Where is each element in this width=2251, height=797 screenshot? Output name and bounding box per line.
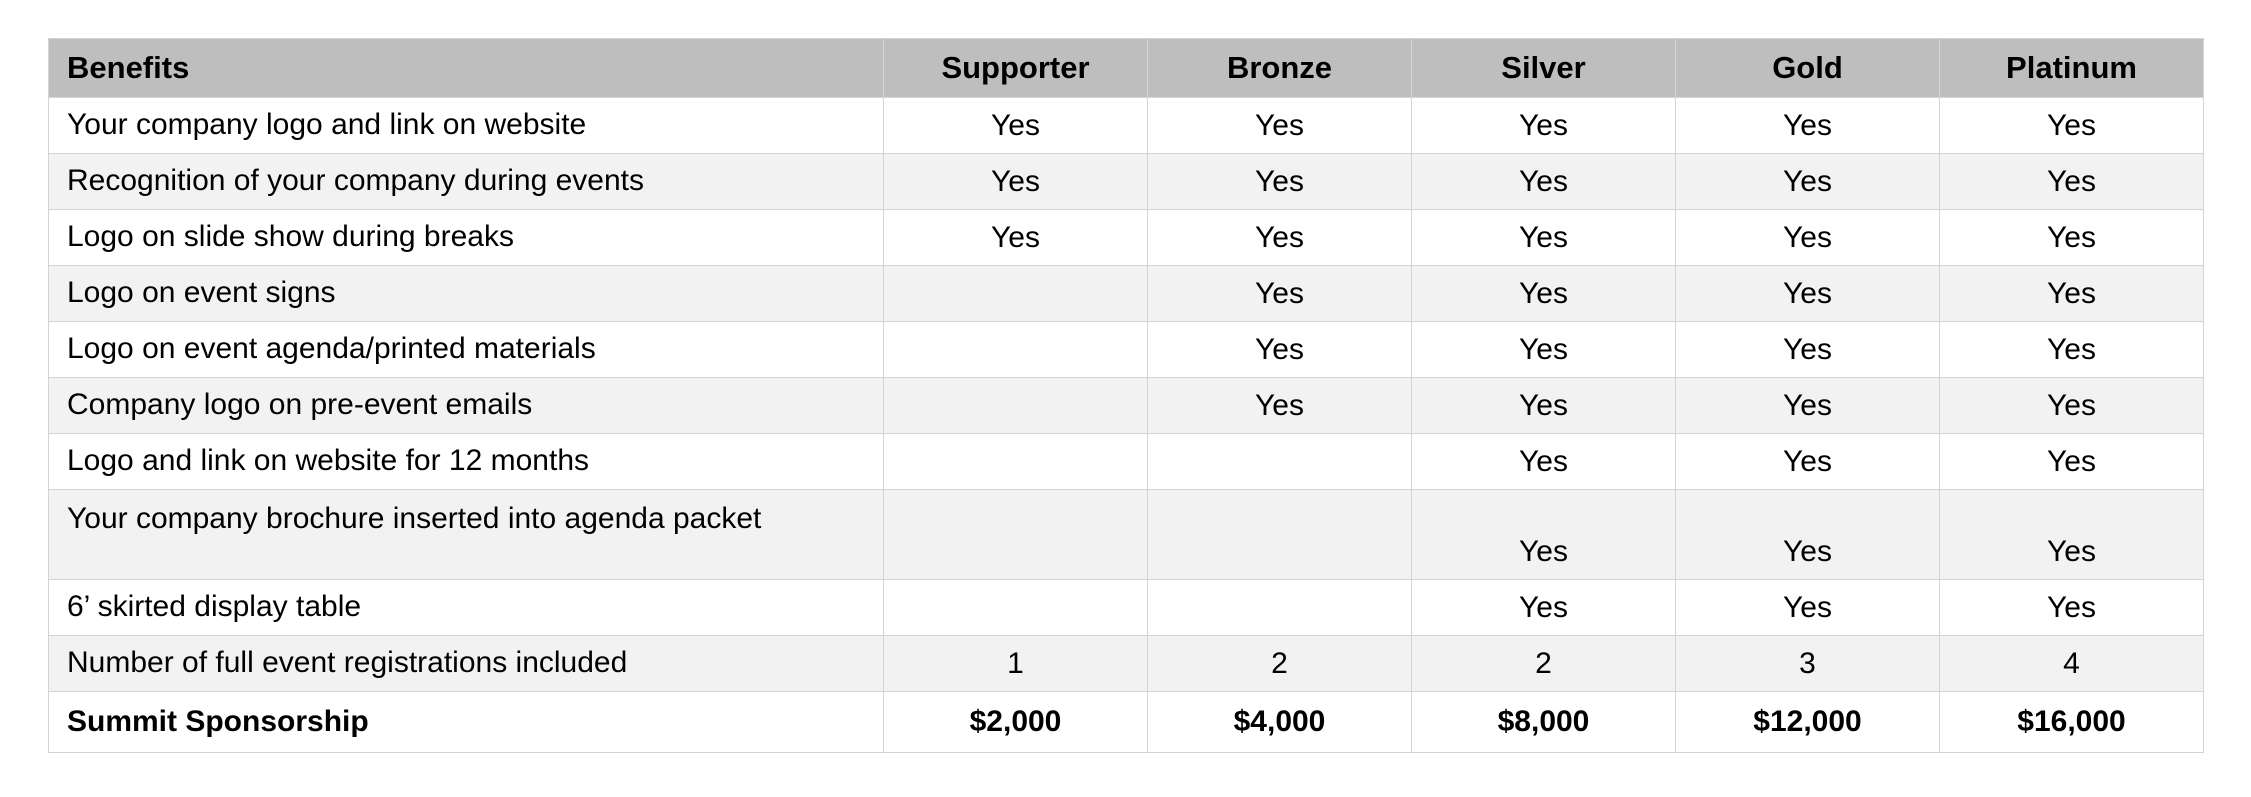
cell-bronze [1148,490,1412,580]
table-row [49,580,2204,636]
cell-silver: Yes [1412,322,1676,378]
row-label: Logo on slide show during breaks [49,210,884,266]
table-header [49,39,2204,98]
cell-bronze: Yes [1148,210,1412,266]
cell-gold: Yes [1676,434,1940,490]
cell-platinum: Yes [1940,322,2204,378]
price-bronze: $4,000 [1148,692,1412,753]
column-header-supporter: Supporter [884,39,1148,98]
cell-bronze [1148,580,1412,636]
row-label: 6’ skirted display table [49,580,884,636]
row-label: Your company logo and link on website [49,98,884,154]
cell-gold: Yes [1676,490,1940,580]
table-row-total [49,692,2204,753]
cell-gold: Yes [1676,378,1940,434]
cell-supporter [884,266,1148,322]
table-row [49,154,2204,210]
price-silver: $8,000 [1412,692,1676,753]
price-supporter: $2,000 [884,692,1148,753]
cell-supporter [884,490,1148,580]
column-header-platinum: Platinum [1940,39,2204,98]
cell-bronze: Yes [1148,378,1412,434]
cell-gold: Yes [1676,266,1940,322]
cell-silver: Yes [1412,154,1676,210]
row-label: Logo on event signs [49,266,884,322]
cell-supporter: Yes [884,210,1148,266]
row-label: Number of full event registrations included [49,636,884,692]
cell-supporter [884,322,1148,378]
row-label: Logo and link on website for 12 months [49,434,884,490]
cell-bronze [1148,434,1412,490]
cell-platinum: Yes [1940,266,2204,322]
cell-silver: Yes [1412,266,1676,322]
table-body [49,98,2204,753]
cell-platinum: Yes [1940,98,2204,154]
price-platinum: $16,000 [1940,692,2204,753]
sponsorship-benefits-table [48,38,2204,753]
column-header-benefits: Benefits [49,39,884,98]
cell-platinum: Yes [1940,490,2204,580]
row-label: Recognition of your company during events [49,154,884,210]
cell-supporter: 1 [884,636,1148,692]
cell-silver: Yes [1412,580,1676,636]
cell-gold: Yes [1676,154,1940,210]
row-label-sponsorship-total: Summit Sponsorship [49,692,884,753]
cell-bronze: Yes [1148,266,1412,322]
cell-platinum: Yes [1940,378,2204,434]
cell-supporter: Yes [884,154,1148,210]
cell-supporter: Yes [884,98,1148,154]
table-row [49,322,2204,378]
price-gold: $12,000 [1676,692,1940,753]
cell-silver: Yes [1412,98,1676,154]
cell-bronze: Yes [1148,154,1412,210]
cell-gold: Yes [1676,210,1940,266]
cell-silver: Yes [1412,210,1676,266]
cell-platinum: 4 [1940,636,2204,692]
cell-platinum: Yes [1940,154,2204,210]
table-row [49,98,2204,154]
cell-gold: 3 [1676,636,1940,692]
cell-silver: Yes [1412,434,1676,490]
cell-silver: 2 [1412,636,1676,692]
cell-platinum: Yes [1940,580,2204,636]
cell-silver: Yes [1412,378,1676,434]
table-row [49,266,2204,322]
table-row [49,210,2204,266]
cell-gold: Yes [1676,98,1940,154]
cell-bronze: Yes [1148,98,1412,154]
table-row [49,434,2204,490]
cell-platinum: Yes [1940,434,2204,490]
cell-gold: Yes [1676,322,1940,378]
column-header-bronze: Bronze [1148,39,1412,98]
cell-supporter [884,434,1148,490]
cell-bronze: Yes [1148,322,1412,378]
cell-bronze: 2 [1148,636,1412,692]
table-row [49,636,2204,692]
column-header-gold: Gold [1676,39,1940,98]
column-header-silver: Silver [1412,39,1676,98]
cell-gold: Yes [1676,580,1940,636]
row-label: Company logo on pre-event emails [49,378,884,434]
cell-silver: Yes [1412,490,1676,580]
table-header-row [49,39,2204,98]
row-label: Logo on event agenda/printed materials [49,322,884,378]
table-row [49,490,2204,580]
cell-platinum: Yes [1940,210,2204,266]
cell-supporter [884,580,1148,636]
cell-supporter [884,378,1148,434]
table-row [49,378,2204,434]
row-label: Your company brochure inserted into agenda packet [49,490,884,580]
